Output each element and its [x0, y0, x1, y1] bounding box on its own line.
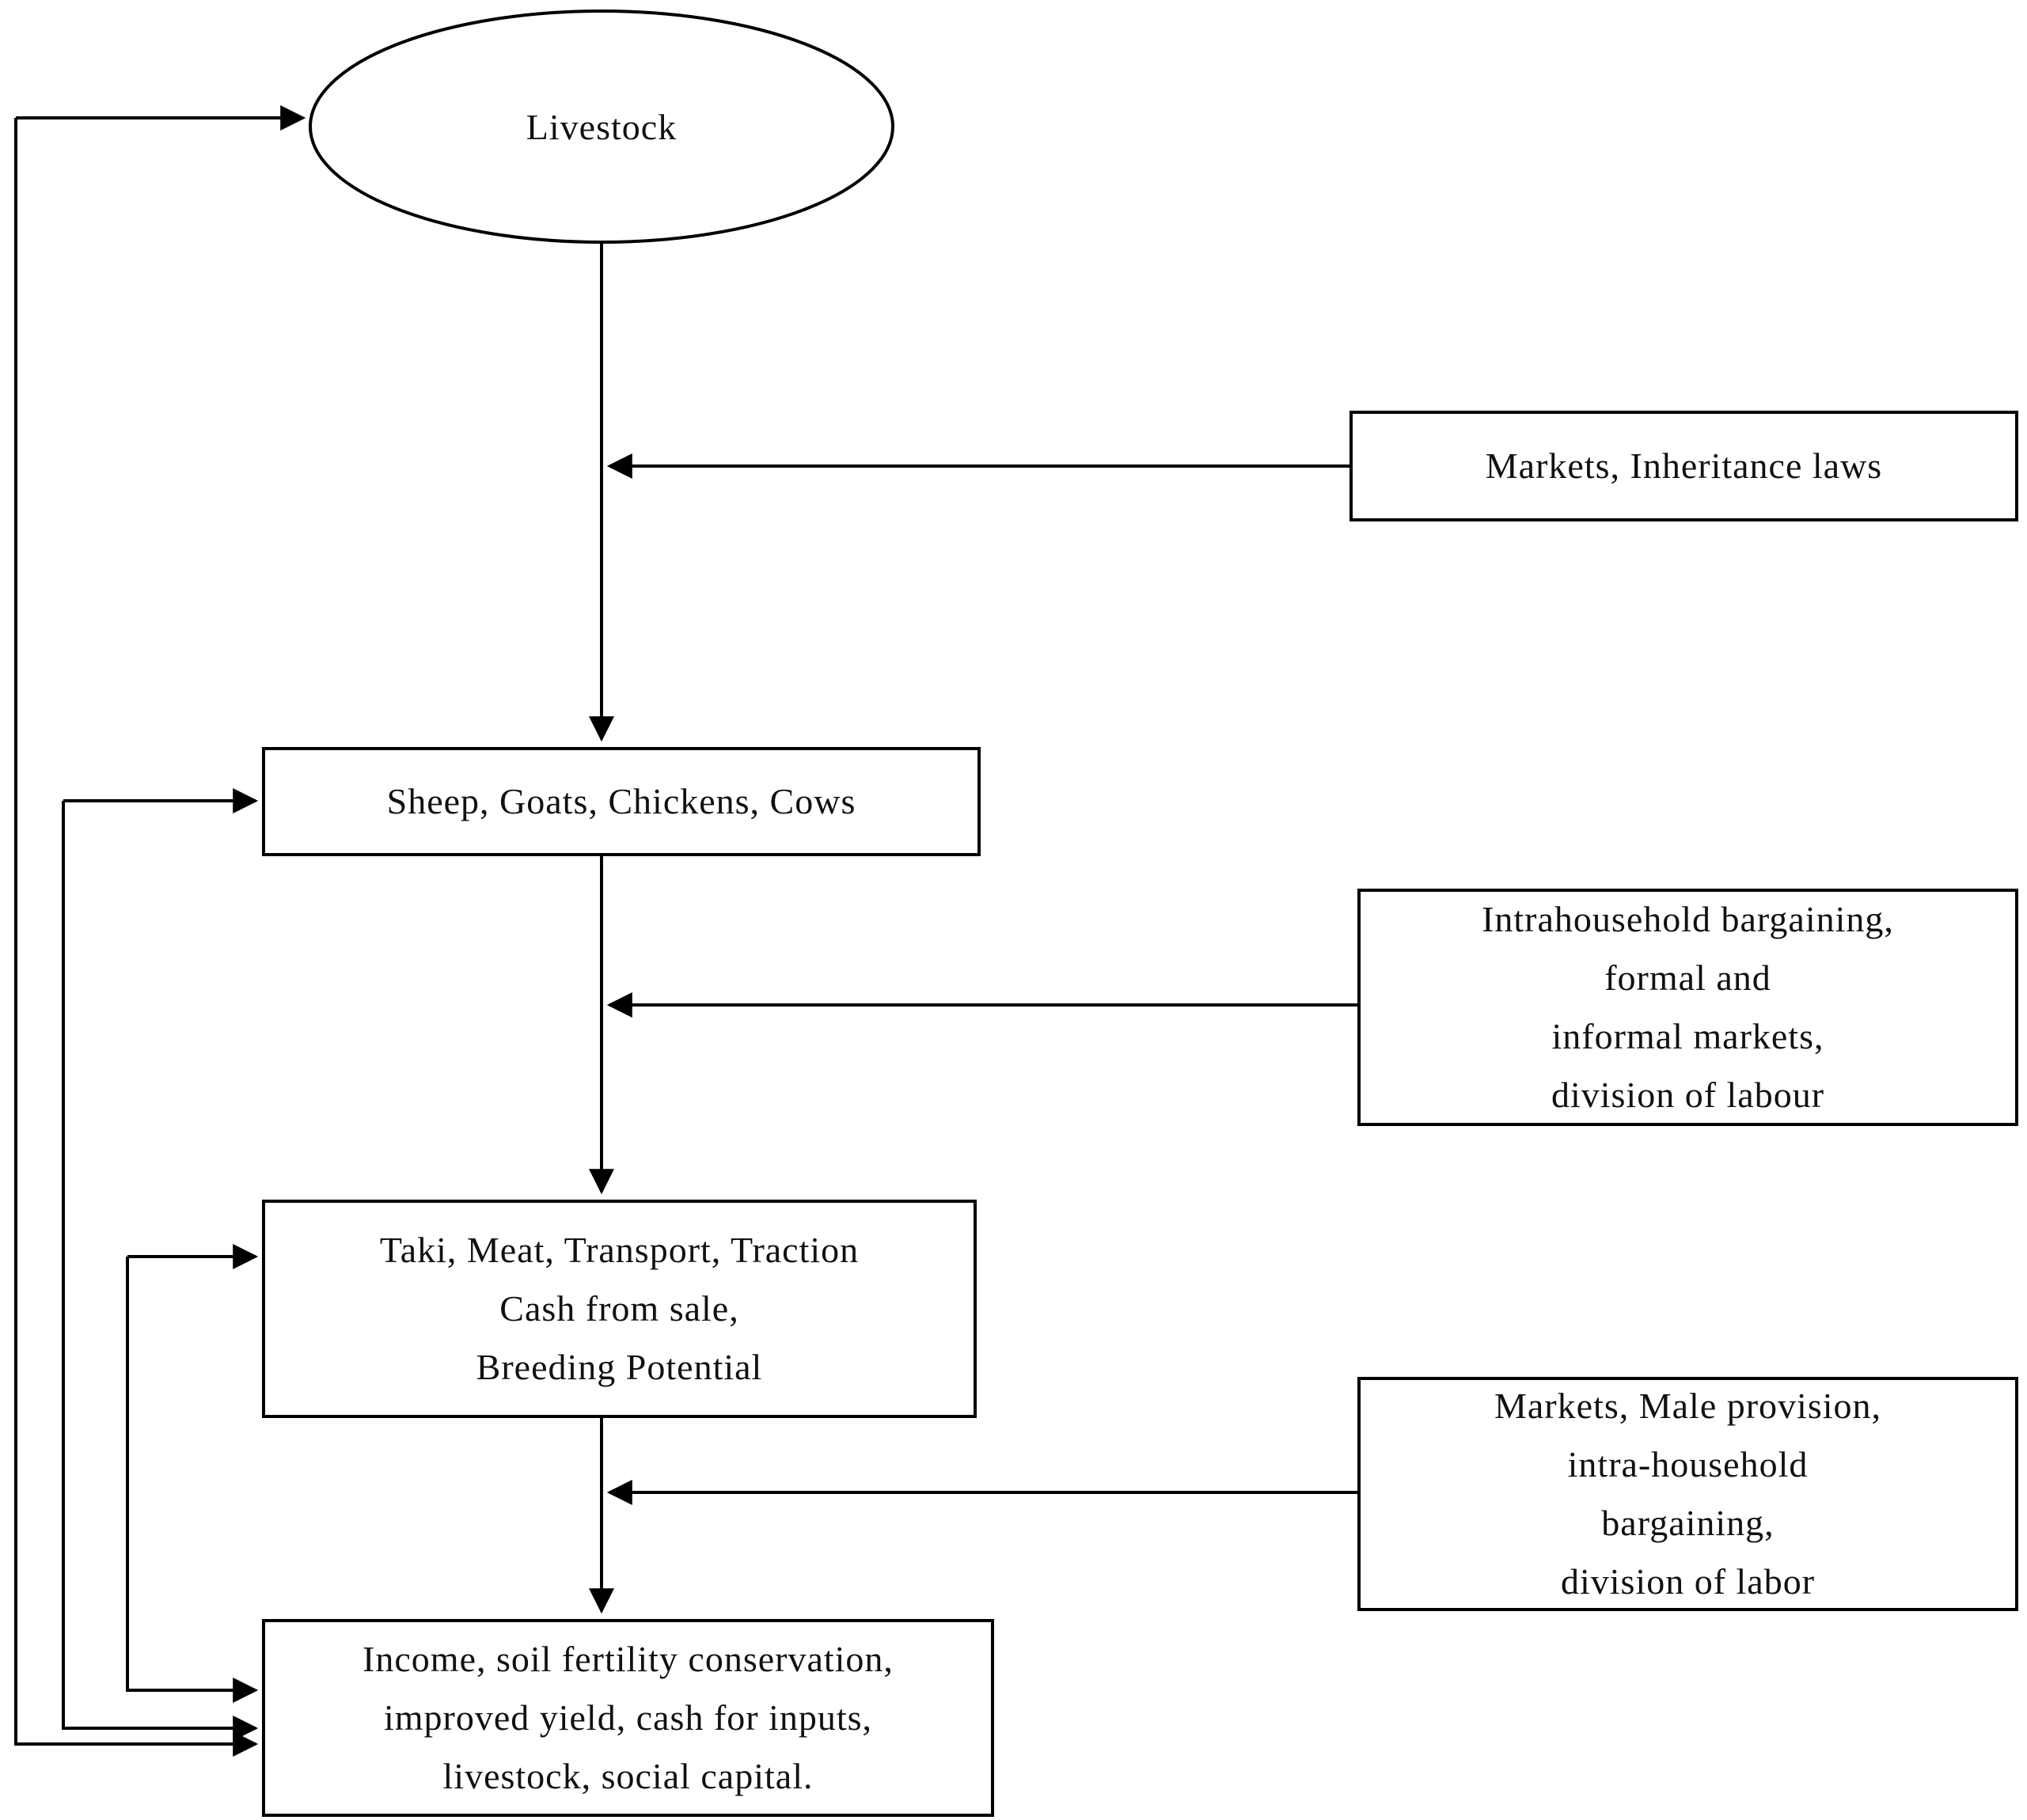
intrahousehold-line-1: Intrahousehold bargaining,: [1482, 899, 1894, 939]
markets-male-line-1: Markets, Male provision,: [1494, 1386, 1882, 1426]
products-box: [262, 1200, 977, 1418]
products-line-1: Taki, Meat, Transport, Traction: [379, 1230, 860, 1270]
feedback-b-arrow-into-outcomes: [63, 801, 256, 1728]
species-box: [262, 747, 981, 856]
markets-male-line-2: intra-household: [1567, 1444, 1809, 1484]
products-line-2: Cash from sale,: [499, 1288, 739, 1329]
intrahousehold-line-4: division of labour: [1551, 1075, 1825, 1115]
products-line-3: Breeding Potential: [476, 1347, 763, 1387]
outcomes-line-3: livestock, social capital.: [442, 1756, 814, 1796]
intrahousehold-line-2: formal and: [1604, 957, 1771, 998]
livestock-node-label: [310, 13, 893, 242]
markets-male-line-4: division of labor: [1560, 1561, 1816, 1602]
feedback-c-arrow-into-outcomes: [127, 1257, 256, 1690]
markets-male-box: [1357, 1377, 2018, 1611]
outcomes-line-2: improved yield, cash for inputs,: [383, 1697, 873, 1738]
intrahousehold-box: [1357, 889, 2018, 1126]
markets-male-line-3: bargaining,: [1601, 1503, 1775, 1543]
markets-inheritance-line-1: Markets, Inheritance laws: [1485, 446, 1883, 486]
species-label-text: Sheep, Goats, Chickens, Cows: [386, 781, 856, 821]
outcomes-box: [262, 1619, 994, 1817]
livestock-label-text: Livestock: [526, 107, 678, 147]
feedback-a-arrow-into-outcomes: [16, 118, 256, 1744]
markets-inheritance-box: [1349, 411, 2018, 521]
intrahousehold-line-3: informal markets,: [1551, 1016, 1824, 1056]
outcomes-line-1: Income, soil fertility conservation,: [363, 1639, 894, 1679]
